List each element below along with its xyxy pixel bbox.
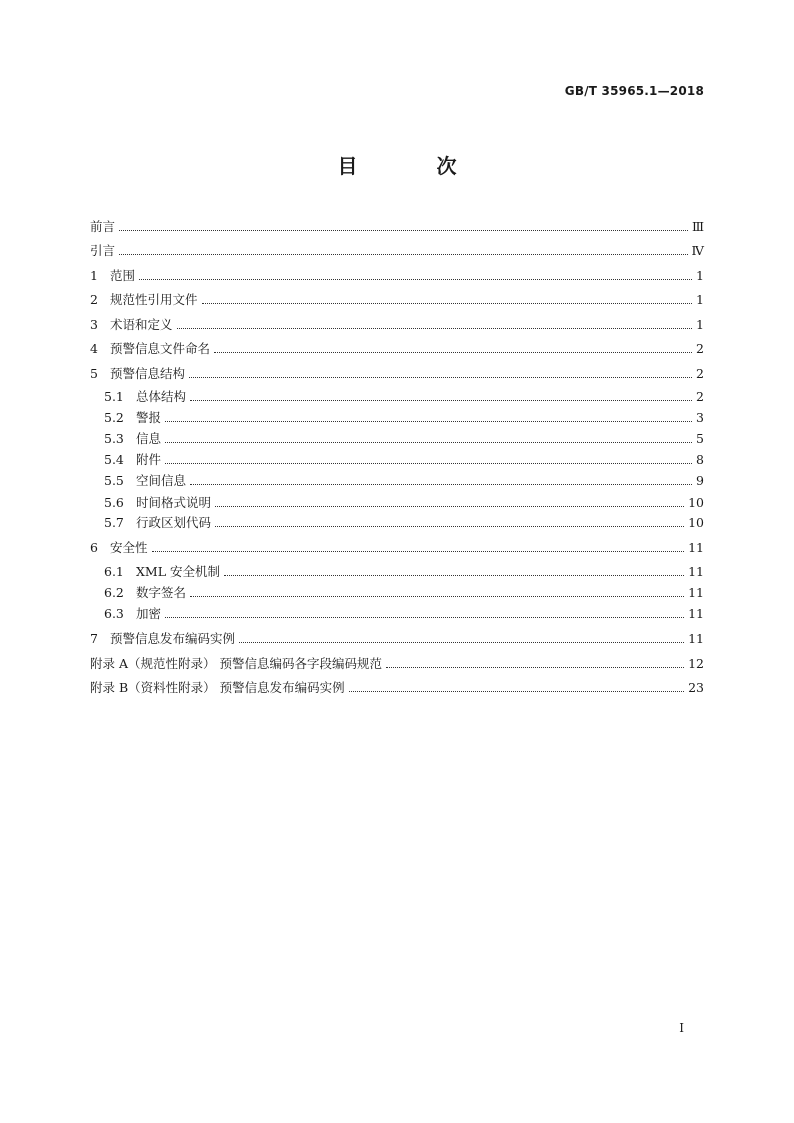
dot-leader (119, 229, 688, 231)
toc-entry-label: 时间格式说明 (136, 495, 212, 510)
dot-leader (119, 253, 687, 255)
dot-leader (177, 327, 693, 329)
dot-leader (165, 462, 692, 464)
toc-entry-number: 6.1 (104, 564, 124, 579)
toc-entry-5-1[interactable] (104, 388, 704, 406)
toc-entry-number: 5.2 (104, 410, 124, 425)
toc-entry-page: 11 (688, 540, 704, 555)
toc-entry-label: XML 安全机制 (136, 564, 220, 579)
toc-entry-label: 引言 (90, 243, 116, 258)
toc-title: 目 次 (337, 154, 493, 178)
toc-entry-number: 5.6 (104, 495, 124, 510)
dot-leader (190, 483, 692, 485)
toc-entry-label: 行政区划代码 (136, 515, 212, 530)
toc-entry-number: 1 (90, 268, 98, 283)
toc-entry-3[interactable] (90, 316, 704, 334)
toc-entry-label: 警报 (136, 410, 162, 425)
dot-leader (215, 525, 684, 527)
toc-entry-page: 11 (688, 585, 704, 600)
toc-entry-5-4[interactable] (104, 451, 704, 469)
dot-leader (139, 278, 692, 280)
toc-entry-page: 2 (696, 389, 704, 404)
toc-entry-annex-a[interactable] (90, 655, 704, 673)
toc-entry-5-2[interactable] (104, 409, 704, 427)
toc-entry-page: 23 (688, 680, 704, 695)
toc-entry-label: 附录 A（规范性附录） 预警信息编码各字段编码规范 (90, 656, 382, 671)
toc-entry-page: 9 (696, 473, 704, 488)
dot-leader (152, 550, 685, 552)
toc-entry-number: 5 (90, 366, 98, 381)
toc-entry-page: 1 (696, 292, 704, 307)
toc-entry-6-3[interactable] (104, 605, 704, 623)
toc-entry-5-3[interactable] (104, 430, 704, 448)
toc-entry-label: 数字签名 (136, 585, 187, 600)
dot-leader (190, 595, 684, 597)
toc-entry-label: 附件 (136, 452, 162, 467)
toc-entry-number: 4 (90, 341, 98, 356)
toc-entry-label: 规范性引用文件 (110, 292, 198, 307)
toc-entry-number: 7 (90, 631, 98, 646)
toc-entry-page: 1 (696, 268, 704, 283)
toc-entry-label: 预警信息结构 (110, 366, 186, 381)
toc-entry-page: 11 (688, 564, 704, 579)
toc-entry-label: 信息 (136, 431, 162, 446)
toc-entry-number: 6.3 (104, 606, 124, 621)
toc-entry-5-7[interactable] (104, 514, 704, 532)
toc-entry-1[interactable] (90, 267, 704, 285)
toc-entry-page: 3 (696, 410, 704, 425)
dot-leader (165, 441, 692, 443)
toc-entry-number: 5.1 (104, 389, 124, 404)
toc-entry-7[interactable] (90, 630, 704, 648)
toc-entry-number: 5.7 (104, 515, 124, 530)
toc-entry-number: 5.5 (104, 473, 124, 488)
dot-leader (165, 616, 684, 618)
toc-entry-page: Ⅳ (691, 243, 704, 258)
toc-entry-5-6[interactable] (104, 494, 704, 512)
toc-entry-page: 12 (688, 656, 704, 671)
toc-entry-5-5[interactable] (104, 472, 704, 490)
toc-entry-label: 术语和定义 (110, 317, 173, 332)
toc-entry-annex-b[interactable] (90, 679, 704, 697)
toc-entry-number: 5.3 (104, 431, 124, 446)
toc-entry-number: 3 (90, 317, 98, 332)
toc-entry-number: 6.2 (104, 585, 124, 600)
toc-entry-page: 11 (688, 631, 704, 646)
toc-entry-page: 2 (696, 366, 704, 381)
toc-entry-label: 附录 B（资料性附录） 预警信息发布编码实例 (90, 680, 345, 695)
toc-entry-introduction[interactable] (90, 242, 704, 260)
toc-entry-4[interactable] (90, 340, 704, 358)
toc-entry-page: 2 (696, 341, 704, 356)
standard-code: GB/T 35965.1—2018 (564, 84, 704, 98)
toc-entry-2[interactable] (90, 291, 704, 309)
dot-leader (239, 641, 684, 643)
toc-entry-6-1[interactable] (104, 563, 704, 581)
toc-entry-label: 范围 (110, 268, 136, 283)
toc-entry-label: 预警信息发布编码实例 (110, 631, 236, 646)
dot-leader (189, 376, 692, 378)
dot-leader (190, 399, 692, 401)
toc-entry-label: 加密 (136, 606, 162, 621)
toc-entry-number: 6 (90, 540, 98, 555)
dot-leader (214, 351, 692, 353)
table-of-contents (90, 0, 704, 1123)
dot-leader (165, 420, 692, 422)
toc-entry-page: 10 (688, 495, 704, 510)
dot-leader (215, 505, 684, 507)
toc-entry-label: 预警信息文件命名 (110, 341, 211, 356)
toc-entry-foreword[interactable] (90, 218, 704, 236)
toc-entry-number: 2 (90, 292, 98, 307)
toc-entry-label: 前言 (90, 219, 116, 234)
toc-entry-page: 10 (688, 515, 704, 530)
dot-leader (386, 666, 684, 668)
toc-entry-page: 8 (696, 452, 704, 467)
toc-entry-label: 安全性 (110, 540, 148, 555)
dot-leader (349, 690, 684, 692)
toc-entry-5[interactable] (90, 365, 704, 383)
toc-entry-page: 11 (688, 606, 704, 621)
toc-entry-number: 5.4 (104, 452, 124, 467)
page-folio: I (679, 1021, 684, 1035)
toc-entry-page: 5 (696, 431, 704, 446)
toc-entry-6[interactable] (90, 539, 704, 557)
dot-leader (224, 574, 684, 576)
toc-entry-page: 1 (696, 317, 704, 332)
dot-leader (202, 302, 693, 304)
toc-entry-page: Ⅲ (691, 219, 704, 234)
toc-entry-label: 总体结构 (136, 389, 187, 404)
toc-entry-6-2[interactable] (104, 584, 704, 602)
toc-entry-label: 空间信息 (136, 473, 187, 488)
